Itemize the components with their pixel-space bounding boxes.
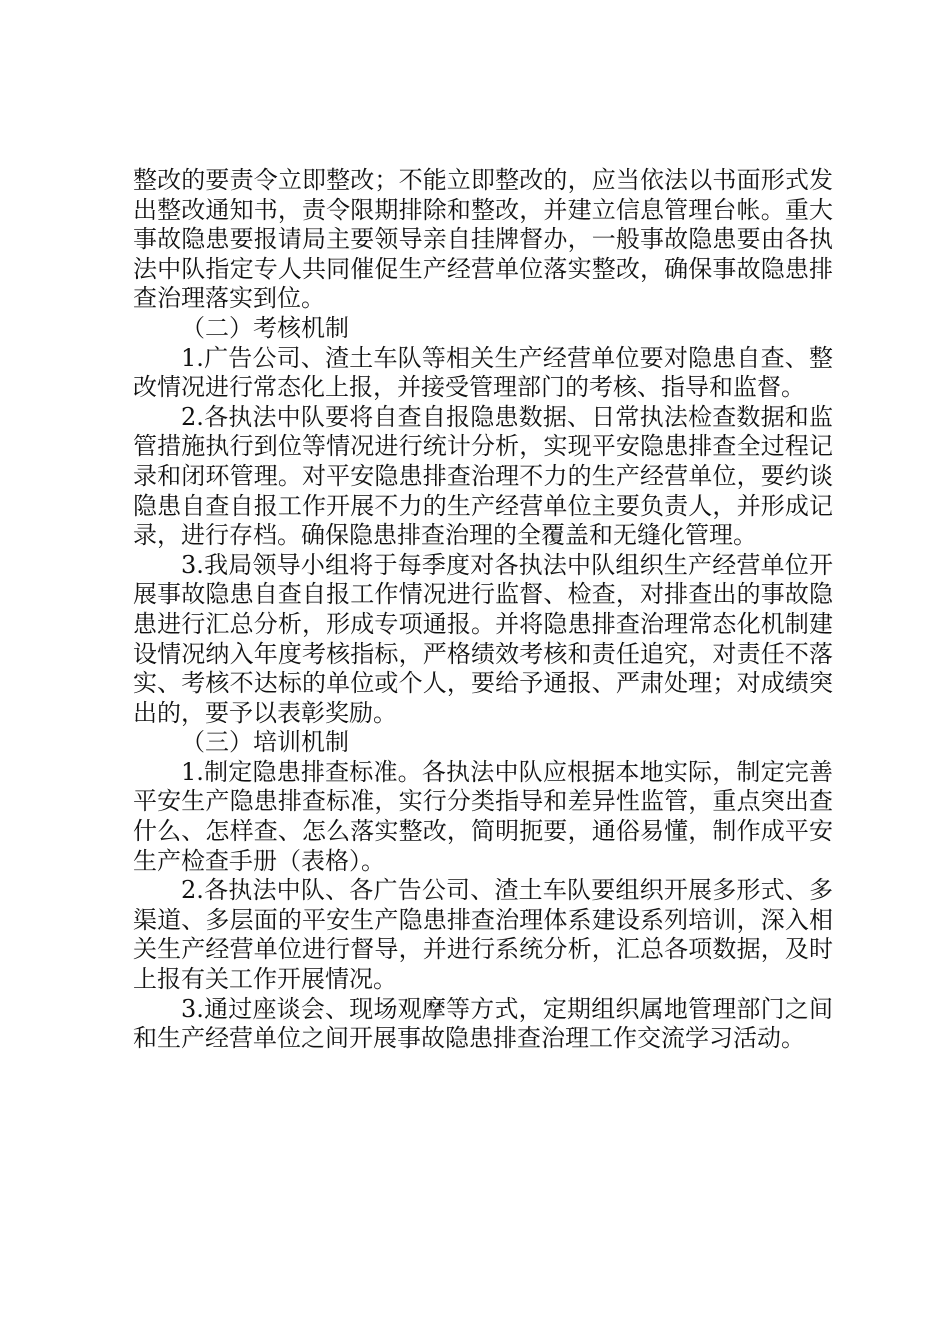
paragraph-training-1: 1.制定隐患排查标准。各执法中队应根据本地实际，制定完善平安生产隐患排查标准，实行分类指导和差异性监管，重点突出查什么、怎样查、怎么落实整改，简明扼要，通俗易懂，制作成平安生产检查手册（表格）。 [133, 757, 833, 875]
paragraph-training-2: 2.各执法中队、各广告公司、渣土车队要组织开展多形式、多渠道、多层面的平安生产隐患排查治理体系建设系列培训，深入相关生产经营单位进行督导，并进行系统分析，汇总各项数据，及时上报有关工作开展情况。 [133, 876, 833, 994]
paragraph-assessment-1: 1.广告公司、渣土车队等相关生产经营单位要对隐患自查、整改情况进行常态化上报，并接受管理部门的考核、指导和监督。 [133, 343, 833, 402]
paragraph-training-3: 3.通过座谈会、现场观摩等方式，定期组织属地管理部门之间和生产经营单位之间开展事故隐患排查治理工作交流学习活动。 [133, 994, 833, 1053]
section-heading-training: （三）培训机制 [181, 728, 349, 757]
paragraph-assessment-2: 2.各执法中队要将自查自报隐患数据、日常执法检查数据和监管措施执行到位等情况进行统计分析，实现平安隐患排查全过程记录和闭环管理。对平安隐患排查治理不力的生产经营单位，要约谈隐患自查自报工作开展不力的生产经营单位主要负责人，并形成记录，进行存档。确保隐患排查治理的全覆盖和无缝化管理。 [133, 402, 833, 550]
document-body [133, 166, 833, 1054]
section-heading-assessment: （二）考核机制 [181, 313, 349, 342]
paragraph-continuation: 整改的要责令立即整改；不能立即整改的，应当依法以书面形式发出整改通知书，责令限期排除和整改，并建立信息管理台帐。重大事故隐患要报请局主要领导亲自挂牌督办，一般事故隐患要由各执法中队指定专人共同催促生产经营单位落实整改，确保事故隐患排查治理落实到位。 [133, 166, 833, 313]
paragraph-assessment-3: 3.我局领导小组将于每季度对各执法中队组织生产经营单位开展事故隐患自查自报工作情况进行监督、检查，对排查出的事故隐患进行汇总分析，形成专项通报。并将隐患排查治理常态化机制建设情况纳入年度考核指标，严格绩效考核和责任追究，对责任不落实、考核不达标的单位或个人，要给予通报、严肃处理；对成绩突出的，要予以表彰奖励。 [133, 550, 833, 727]
